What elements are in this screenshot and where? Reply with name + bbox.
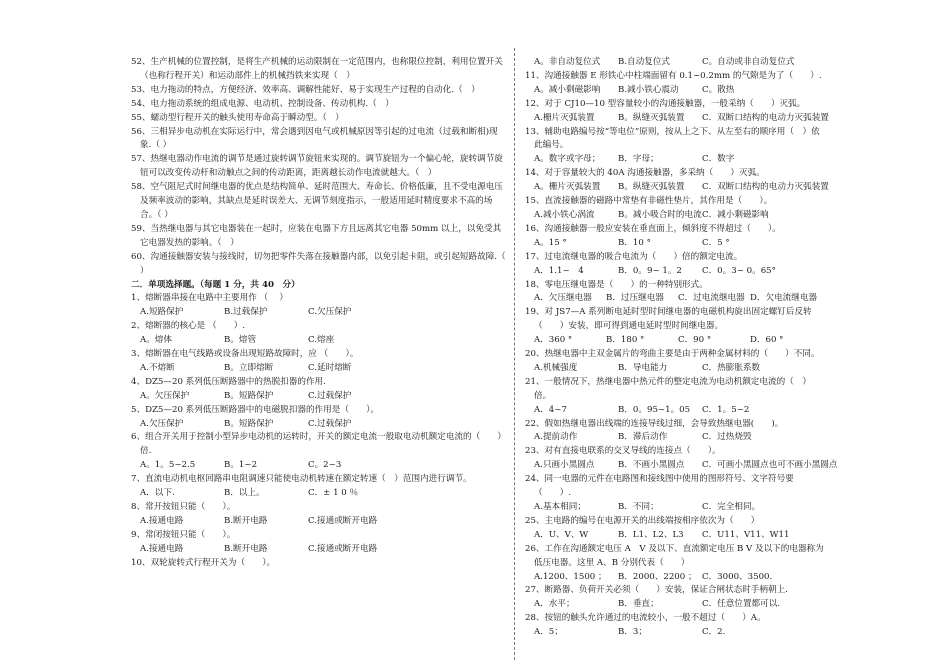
option-c: C．数字 xyxy=(702,154,735,165)
question-options xyxy=(131,418,507,432)
question-number: 60、 xyxy=(131,251,151,262)
question-number: 3、 xyxy=(131,349,146,360)
option-b: B。熔管 xyxy=(224,335,257,346)
option-c: C．过电流继电器 xyxy=(678,293,745,304)
option-b: B．过压继电器 xyxy=(606,293,664,304)
question-number: 14、 xyxy=(525,168,545,179)
option-a: A.机械强度 xyxy=(534,362,578,373)
option-b: B．垂直； xyxy=(618,599,659,610)
option-c: C．减小剩磁影响 xyxy=(702,209,769,220)
question-item xyxy=(131,529,507,543)
continuation-options xyxy=(525,56,825,70)
option-a: A。非自动复位式 xyxy=(534,57,601,67)
question-number: 1、 xyxy=(131,293,146,304)
question-number: 52、 xyxy=(131,57,151,67)
question-item xyxy=(131,431,507,459)
option-c: C．2. xyxy=(702,627,726,638)
option-b: B。短路保护 xyxy=(224,390,274,401)
question-number: 15、 xyxy=(525,196,545,207)
question-text: 零电压继电器是（ ）的一种特别形式。 xyxy=(544,279,708,290)
question-number: 2、 xyxy=(131,321,146,332)
question-item xyxy=(131,181,507,223)
option-c: C．U11、V11、W11 xyxy=(702,529,790,540)
option-a: A.欠压保护 xyxy=(140,418,184,429)
option-b: B。纵缝灭弧装置 xyxy=(618,112,685,123)
question-number: 16、 xyxy=(525,223,545,234)
option-c: C．双断口结构的电动力灭弧装置 xyxy=(702,112,829,123)
option-b: B．3； xyxy=(618,627,647,638)
option-c: C.接通或断开电路 xyxy=(308,543,378,554)
question-text: 沟通接触器 E 形铁心中柱端面留有 0.1~0.2mm 的气隙是为了（ ）. xyxy=(544,70,822,81)
option-c: C．± 1 0 ％ xyxy=(308,488,359,499)
option-d: D．60 ° xyxy=(750,335,784,346)
option-b: B．不同； xyxy=(618,502,659,512)
option-a: A。15 ° xyxy=(534,237,567,248)
question-text: 双轮旋转式行程开关为（ ）。 xyxy=(150,557,276,568)
option-a: A.提前动作 xyxy=(534,432,578,443)
option-a: A.短路保护 xyxy=(140,307,184,318)
option-b: B．导电能力 xyxy=(618,362,668,373)
question-number: 18、 xyxy=(525,279,545,290)
option-a: A．U、V、W xyxy=(534,529,589,540)
question-text: 辅助电路编号按“等电位”原则，按从上之下、从左至右的顺序用（ ）依此编号。 xyxy=(534,126,820,151)
option-a: A。1。5~2.5 xyxy=(140,460,196,471)
question-number: 6、 xyxy=(131,432,146,443)
question-options xyxy=(525,501,825,515)
question-number: 53、 xyxy=(131,84,151,95)
question-number: 12、 xyxy=(525,98,545,109)
question-number: 20、 xyxy=(525,349,545,360)
option-c: C．1。5~2 xyxy=(702,404,750,415)
option-c: C．双断口结构的电动力灭弧装置 xyxy=(702,182,829,193)
option-c: C.过载保护 xyxy=(308,418,352,429)
question-options xyxy=(525,626,825,640)
question-item xyxy=(525,445,825,459)
question-number: 9、 xyxy=(131,529,146,540)
option-b: B。减小吸合时的电流 xyxy=(618,209,702,220)
option-d: D．欠电流继电器 xyxy=(750,293,818,304)
question-item xyxy=(525,515,825,529)
option-a: A。数字或字母； xyxy=(534,154,601,165)
question-number: 24、 xyxy=(525,474,545,485)
question-item xyxy=(525,584,825,598)
question-item xyxy=(131,473,507,487)
option-a: A。熔体 xyxy=(140,335,172,346)
question-text: DZ5—20 系列低压断路器中的热脱扣器的作用. xyxy=(145,376,326,387)
option-a: A.接通电路 xyxy=(140,543,184,554)
question-text: 热继电器动作电流的调节是通过旋转调节旋钮来实现的。调节旋钮为一个偏心轮，旋转调节旋钮可以改变传动杆和动触点之间的传动距离，距离越长动作电流就越大。（ ） xyxy=(140,154,503,179)
question-text: 三相异步电动机在实际运行中，常会遇到因电气或机械原因等引起的过电流（过载和断相)现象.（ ） xyxy=(140,126,498,151)
question-item xyxy=(525,543,825,571)
question-item xyxy=(131,126,507,154)
option-b: B.自动复位式 xyxy=(618,57,671,67)
question-item xyxy=(131,56,507,84)
question-text: 对于容量较大的 40A 沟通接触器，多采纳（ ）灭弧。 xyxy=(544,168,765,179)
question-options xyxy=(525,529,825,543)
option-c: C.接通或断开电路 xyxy=(308,515,378,526)
question-item xyxy=(525,473,825,501)
question-text: 蠕动型行程开关的触头使用寿命高于瞬动型。（ ） xyxy=(150,112,344,123)
question-options xyxy=(525,265,825,279)
question-options xyxy=(525,431,825,445)
question-options xyxy=(525,334,825,348)
question-text: 断路器、负荷开关必须（ ）安装，保证合闸状态时手柄朝上. xyxy=(544,585,788,596)
option-b: B。立即熔断 xyxy=(224,362,274,373)
question-options xyxy=(525,209,825,223)
question-options xyxy=(525,598,825,612)
question-options xyxy=(525,571,825,585)
question-number: 23、 xyxy=(525,446,545,457)
question-number: 57、 xyxy=(131,154,151,165)
question-text: 对有直接电联系的交叉导线的连接点（ ）。 xyxy=(544,446,721,457)
question-text: 同一电器的元件在电路图和接线图中使用的图形符号、文字符号要（ ）. xyxy=(534,474,794,499)
question-text: 熔断器的核心是 （ ）. xyxy=(145,321,246,332)
question-item xyxy=(131,404,507,418)
question-number: 56、 xyxy=(131,126,151,137)
question-text: 假如热继电器出线端的连接导线过细，会导致热继电器( )。 xyxy=(544,418,784,429)
question-options xyxy=(525,153,825,167)
option-a: A．1.1~ 4 xyxy=(534,265,584,276)
option-b: B.减小铁心震动 xyxy=(618,84,679,95)
option-b: B.断开电路 xyxy=(224,543,268,554)
option-a: A.不熔断 xyxy=(140,362,175,373)
option-c: C。2~3 xyxy=(308,460,342,471)
question-text: 电力拖动系统的组成电源、电动机、控制设备、传动机构.（ ） xyxy=(150,98,394,109)
question-item xyxy=(525,418,825,432)
question-item xyxy=(131,292,507,306)
question-options xyxy=(525,237,825,251)
question-number: 19、 xyxy=(525,307,545,318)
question-text: DZ5—20 系列低压断路器中的电磁脱扣器的作用是（ ）。 xyxy=(145,404,380,415)
question-options xyxy=(131,362,507,376)
question-item xyxy=(131,112,507,126)
option-b: B．以上。 xyxy=(224,488,265,499)
question-options xyxy=(131,459,507,473)
question-options xyxy=(525,362,825,376)
question-number: 25、 xyxy=(525,515,545,526)
option-b: B。1~2 xyxy=(224,460,258,471)
question-number: 7、 xyxy=(131,474,146,485)
question-item xyxy=(131,376,507,390)
question-item xyxy=(525,195,825,209)
question-number: 27、 xyxy=(525,585,545,596)
question-item xyxy=(131,348,507,362)
question-item xyxy=(525,167,825,181)
question-item xyxy=(525,306,825,334)
option-b: B．滞后动作 xyxy=(618,432,668,443)
option-a: A．以下. xyxy=(140,488,175,499)
question-options xyxy=(525,404,825,418)
question-item xyxy=(131,251,507,279)
question-number: 17、 xyxy=(525,251,545,262)
question-options xyxy=(525,84,825,98)
option-c: C.欠压保护 xyxy=(308,307,352,318)
question-item xyxy=(131,98,507,112)
option-b: B．10 ° xyxy=(618,237,651,248)
question-text: 主电路的编号在电源开关的出线端按相序依次为（ ） xyxy=(544,515,760,526)
option-b: B．180 ° xyxy=(606,335,645,346)
question-text: 组合开关用于控制小型异步电动机的运转时，开关的额定电流一般取电动机额定电流的（ ）倍. xyxy=(140,432,507,457)
option-c: C．90 ° xyxy=(678,335,712,346)
question-item xyxy=(525,251,825,265)
option-a: A．5； xyxy=(534,627,563,638)
question-text: 沟通接触器安装与接线时，切勿把零件失落在接触器内部，以免引起卡阻，或引起短路故障.（ ） xyxy=(140,251,506,276)
question-item xyxy=(131,223,507,251)
question-text: 对于 CJ10—10 型容量较小的沟通接触器，一般采纳（ ）灭弧。 xyxy=(544,98,806,109)
option-a: A。栅片灭弧装置 xyxy=(534,182,601,193)
question-text: 电力拖动的特点，方便经济、效率高、调解性能好、易于实现生产过程的自动化.（ ） xyxy=(150,84,480,95)
column-divider xyxy=(514,48,515,660)
question-text: 一般情况下，热继电器中热元件的整定电流为电动机额定电流的（ ）倍。 xyxy=(534,376,811,401)
question-text: 常开按钮只能（ ）。 xyxy=(145,502,236,512)
option-a: A.接通电路 xyxy=(140,515,184,526)
option-a: A．4~7 xyxy=(534,404,567,415)
question-number: 54、 xyxy=(131,98,151,109)
option-c: C。散热 xyxy=(702,84,735,95)
question-number: 11、 xyxy=(525,70,545,81)
option-a: A.基本相同； xyxy=(534,502,586,512)
question-number: 55、 xyxy=(131,112,151,123)
question-item xyxy=(525,98,825,112)
option-a: A．水平； xyxy=(534,599,575,610)
question-text: 按钮的触头允许通过的电流较小，一般不超过（ ）A。 xyxy=(544,613,766,624)
question-number: 13、 xyxy=(525,126,545,137)
question-text: 直流接触器的磁路中常垫有非磁性垫片，其作用是（ ）。 xyxy=(544,196,773,207)
option-c: C．热膨胀系数 xyxy=(702,362,761,373)
option-b: B．不画小黑圆点 xyxy=(618,460,685,471)
question-item xyxy=(525,279,825,293)
question-number: 4、 xyxy=(131,376,146,387)
option-b: B．字母； xyxy=(618,154,659,165)
question-number: 5、 xyxy=(131,404,146,415)
question-options xyxy=(131,543,507,557)
question-item xyxy=(131,84,507,98)
option-b: B．2000、2200 ； xyxy=(618,571,697,582)
question-options xyxy=(131,487,507,501)
question-number: 26、 xyxy=(525,543,545,554)
option-c: C．任意位置都可以. xyxy=(702,599,781,610)
question-text: 热继电器中主双金属片的弯曲主要是由于两种金属材料的（ ）不同。 xyxy=(544,349,820,360)
question-text: 过电流继电器的吸合电流为（ ）倍的额定电流。 xyxy=(544,251,743,262)
option-b: B．L1、L2、L3 xyxy=(618,529,684,540)
option-a: A．360 ° xyxy=(534,335,573,346)
question-text: 生产机械的位置控制，是将生产机械的运动限制在一定范围内，也称限位控制，利用位置开关（也称行程开关）和运动部件上的机械挡铁来实现（ ） xyxy=(140,57,503,81)
question-text: 空气阻尼式时间继电器的优点是结构简单、延时范围大、寿命长、价格低廉，且不受电源电压及频率波动的影响，其缺点是延时误差大、无调节刻度指示，一般适用延时精度要求不高的场合。（ ） xyxy=(140,182,503,220)
question-text: 熔断器串接在电路中主要用作 （ ） xyxy=(145,293,289,304)
option-b: B．0。95~1。05 xyxy=(618,404,691,415)
question-text: 直流电动机电枢回路串电阻调速只能使电动机转速在额定转速（ ）范围内进行调节。 xyxy=(145,474,472,485)
question-number: 58、 xyxy=(131,182,151,193)
question-number: 10、 xyxy=(131,557,151,568)
question-number: 28、 xyxy=(525,613,545,624)
question-text: 工作在沟通额定电压 A V 及以下、直流额定电压 B V 及以下的电器称为低压电器。这里 A、B 分别代表（ ） xyxy=(534,543,824,568)
question-number: 59、 xyxy=(131,223,151,234)
option-c: C．过热烧毁 xyxy=(702,432,752,443)
option-c: C．3000、3500. xyxy=(702,571,773,582)
question-text: 熔断器在电气线路或设备出现短路故障时，应 （ ）。 xyxy=(145,349,359,360)
question-options xyxy=(525,181,829,195)
question-item xyxy=(525,376,825,404)
question-options xyxy=(525,112,829,126)
question-text: 对 JS7—A 系列断电延时型时间继电器的电磁机构旋出固定螺钉后反转（ ）安装，即可得到通电延时型时间继电器。 xyxy=(534,307,812,332)
option-c: C.延时熔断 xyxy=(308,362,352,373)
option-b: B。短路保护 xyxy=(224,418,274,429)
question-item xyxy=(525,70,825,84)
question-text: 沟通接触器一般应安装在垂直面上，倾斜度不得超过（ ）。 xyxy=(544,223,781,234)
question-options xyxy=(525,292,825,306)
question-text: 常闭按钮只能（ ）。 xyxy=(145,529,236,540)
question-options xyxy=(131,515,507,529)
option-a: A.1200、1500 ； xyxy=(534,571,607,582)
question-item xyxy=(131,501,507,515)
option-a: A．欠压继电器 xyxy=(534,293,592,304)
option-b: B.过载保护 xyxy=(224,307,268,318)
question-item xyxy=(131,557,507,571)
option-c: C．完全相同。 xyxy=(702,502,761,512)
question-number: 21、 xyxy=(525,376,545,387)
question-number: 8、 xyxy=(131,502,146,512)
option-a: A.只画小黑圆点 xyxy=(534,460,595,471)
option-b: B．0。9~ 1。2 xyxy=(618,265,682,276)
section-title: 二．单项选择题。（每题 1 分，共 40 分） xyxy=(131,279,300,290)
option-b: B。纵缝灭弧装置 xyxy=(618,182,685,193)
option-c: C。自动或非自动复位式 xyxy=(702,57,795,67)
question-item xyxy=(525,348,825,362)
option-c: C．5 ° xyxy=(702,237,730,248)
option-c: C．可画小黑圆点也可不画小黑圆点 xyxy=(702,460,838,471)
left-column xyxy=(131,56,507,571)
option-a: A。减小剩磁影响 xyxy=(534,84,601,95)
option-b: B.断开电路 xyxy=(224,515,268,526)
option-c: C.熔座 xyxy=(308,335,335,346)
question-item xyxy=(525,126,825,154)
question-options xyxy=(525,459,838,473)
question-options xyxy=(131,334,507,348)
option-a: A.栅片灭弧装置 xyxy=(534,112,595,123)
option-c: C．0。3~ 0。65° xyxy=(702,265,776,276)
question-options xyxy=(131,390,507,404)
option-a: A.减小铁心涡流 xyxy=(534,209,595,220)
option-a: A。欠压保护 xyxy=(140,390,190,401)
question-item xyxy=(131,320,507,334)
question-item xyxy=(525,612,825,626)
question-item xyxy=(525,223,825,237)
question-options xyxy=(131,306,507,320)
right-column xyxy=(525,56,838,640)
question-item xyxy=(131,153,507,181)
question-text: 当热继电器与其它电器装在一起时，应装在电器下方且远离其它电器 50mm 以上，以免受其它电器发热的影响。（ ） xyxy=(140,223,502,248)
question-number: 22、 xyxy=(525,418,545,429)
option-c: C.过载保护 xyxy=(308,390,352,401)
